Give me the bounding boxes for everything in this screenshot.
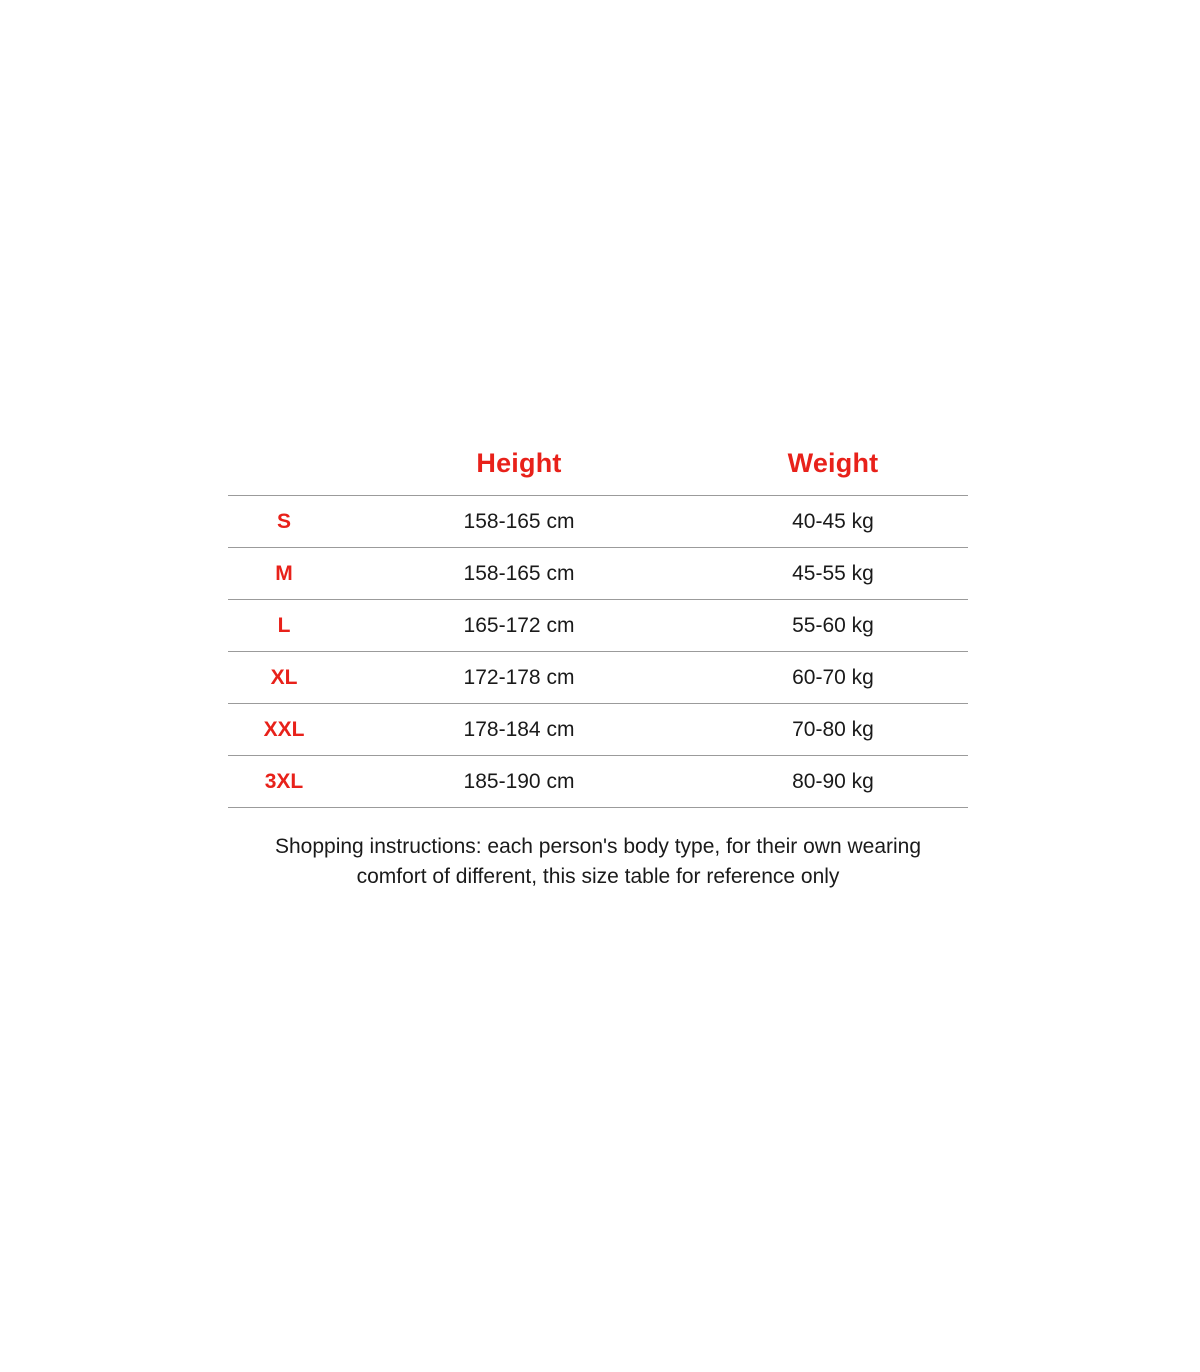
size-table xyxy=(228,448,968,808)
cell-size: 3XL xyxy=(228,756,340,808)
cell-height: 158-165 cm xyxy=(340,548,698,600)
cell-weight: 55-60 kg xyxy=(698,600,968,652)
cell-height: 178-184 cm xyxy=(340,704,698,756)
column-header-size xyxy=(228,448,340,496)
cell-height: 158-165 cm xyxy=(340,496,698,548)
cell-weight: 70-80 kg xyxy=(698,704,968,756)
table-row xyxy=(228,548,968,600)
table-row xyxy=(228,704,968,756)
size-chart-container xyxy=(228,448,968,808)
cell-weight: 45-55 kg xyxy=(698,548,968,600)
shopping-instructions-line-1: Shopping instructions: each person's body type, for their own wearing xyxy=(274,835,922,858)
cell-height: 185-190 cm xyxy=(340,756,698,808)
cell-size: L xyxy=(228,600,340,652)
table-header xyxy=(228,448,968,496)
cell-size: XXL xyxy=(228,704,340,756)
cell-height: 172-178 cm xyxy=(340,652,698,704)
table-row xyxy=(228,756,968,808)
cell-weight: 80-90 kg xyxy=(698,756,968,808)
cell-weight: 60-70 kg xyxy=(698,652,968,704)
cell-weight: 40-45 kg xyxy=(698,496,968,548)
shopping-instructions xyxy=(228,832,968,892)
cell-size: XL xyxy=(228,652,340,704)
column-header-height: Height xyxy=(476,448,562,478)
table-row xyxy=(228,600,968,652)
table-row xyxy=(228,496,968,548)
cell-size: S xyxy=(228,496,340,548)
table-header-row xyxy=(228,448,968,496)
column-header-weight: Weight xyxy=(787,448,879,478)
table-row xyxy=(228,652,968,704)
shopping-instructions-line-2: comfort of different, this size table for reference only xyxy=(356,865,840,888)
cell-size: M xyxy=(228,548,340,600)
table-body xyxy=(228,496,968,808)
cell-height: 165-172 cm xyxy=(340,600,698,652)
